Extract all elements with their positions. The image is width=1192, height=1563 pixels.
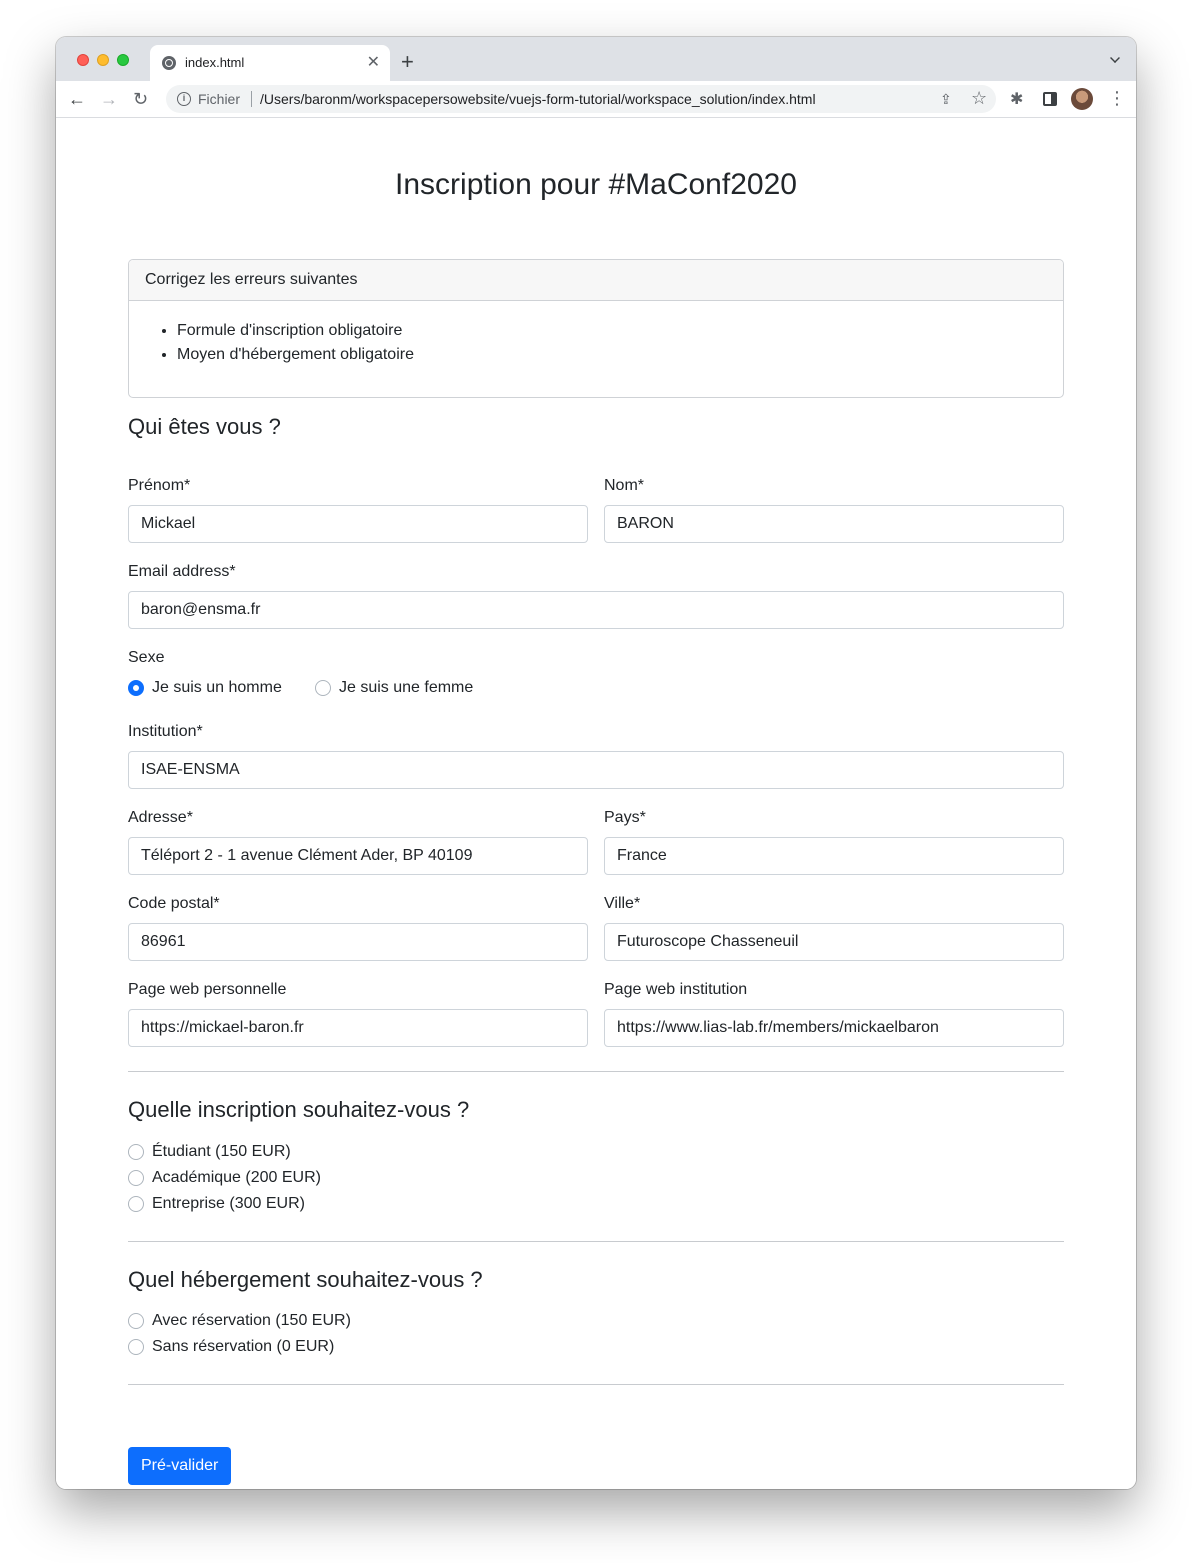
registration-option-company[interactable] bbox=[128, 1195, 305, 1213]
error-item: • Moyen d'hébergement obligatoire bbox=[177, 343, 1047, 367]
pre-validate-button[interactable]: Pré-valider bbox=[128, 1447, 231, 1485]
institution-web-label: Page web institution bbox=[604, 981, 748, 998]
error-item: • Formule d'inscription obligatoire bbox=[177, 319, 1047, 343]
institution-label: Institution* bbox=[128, 723, 203, 740]
browser-tab[interactable] bbox=[150, 45, 390, 81]
extensions-puzzle-icon[interactable]: ✱ bbox=[1010, 91, 1024, 108]
side-panel-icon[interactable] bbox=[1043, 92, 1057, 106]
radio-unchecked-icon[interactable] bbox=[128, 1313, 144, 1329]
globe-icon bbox=[162, 56, 176, 70]
zip-input[interactable] bbox=[128, 923, 588, 961]
radio-checked-icon[interactable] bbox=[128, 680, 144, 696]
address-bar[interactable] bbox=[166, 85, 996, 113]
registration-option-label: Académique (200 EUR) bbox=[152, 1169, 321, 1186]
email-label: Email address* bbox=[128, 563, 236, 580]
bookmark-star-icon[interactable]: ☆ bbox=[971, 88, 988, 108]
sex-label: Sexe bbox=[128, 649, 165, 666]
divider bbox=[128, 1071, 1064, 1072]
identity-section-title: Qui êtes vous ? bbox=[128, 414, 281, 439]
profile-avatar[interactable] bbox=[1071, 88, 1093, 110]
lastname-input[interactable] bbox=[604, 505, 1064, 543]
back-arrow-icon[interactable]: ← bbox=[68, 89, 86, 109]
new-tab-button[interactable]: + bbox=[401, 49, 414, 74]
sex-option-label: Je suis un homme bbox=[152, 679, 282, 696]
tab-bar bbox=[56, 37, 1136, 81]
city-label: Ville* bbox=[604, 895, 641, 912]
country-input[interactable] bbox=[604, 837, 1064, 875]
registration-section-title: Quelle inscription souhaitez-vous ? bbox=[128, 1097, 470, 1122]
forward-arrow-icon[interactable]: → bbox=[100, 89, 118, 109]
country-label: Pays* bbox=[604, 809, 646, 826]
city-input[interactable] bbox=[604, 923, 1064, 961]
error-list bbox=[145, 319, 1047, 367]
share-icon[interactable]: ⇪ bbox=[940, 91, 952, 107]
radio-unchecked-icon[interactable] bbox=[315, 680, 331, 696]
institution-input[interactable] bbox=[128, 751, 1064, 789]
radio-unchecked-icon[interactable] bbox=[128, 1170, 144, 1186]
institution-web-input[interactable] bbox=[604, 1009, 1064, 1047]
accommodation-option-with[interactable] bbox=[128, 1312, 351, 1330]
sex-option-female[interactable] bbox=[315, 679, 473, 697]
divider bbox=[128, 1384, 1064, 1385]
close-window-icon[interactable] bbox=[77, 54, 89, 66]
url-text[interactable]: /Users/baronm/workspacepersowebsite/vuejs-form-tutorial/workspace_solution/index.html bbox=[260, 91, 816, 107]
lastname-label: Nom* bbox=[604, 477, 645, 494]
zip-label: Code postal* bbox=[128, 895, 220, 912]
sex-option-male[interactable] bbox=[128, 679, 282, 697]
error-card-header: Corrigez les erreurs suivantes bbox=[129, 260, 1063, 301]
accommodation-option-label: Avec réservation (150 EUR) bbox=[152, 1312, 351, 1329]
error-card-body bbox=[129, 301, 1063, 385]
divider bbox=[128, 1241, 1064, 1242]
page-content bbox=[56, 118, 1136, 1489]
firstname-input[interactable] bbox=[128, 505, 588, 543]
browser-toolbar bbox=[56, 81, 1136, 118]
firstname-label: Prénom* bbox=[128, 477, 191, 494]
minimize-window-icon[interactable] bbox=[97, 54, 109, 66]
url-scheme-label: Fichier bbox=[198, 91, 241, 107]
radio-unchecked-icon[interactable] bbox=[128, 1196, 144, 1212]
email-input[interactable] bbox=[128, 591, 1064, 629]
personal-web-input[interactable] bbox=[128, 1009, 588, 1047]
address-input[interactable] bbox=[128, 837, 588, 875]
sex-option-label: Je suis une femme bbox=[339, 679, 474, 696]
close-tab-icon[interactable]: ✕ bbox=[366, 54, 380, 71]
maximize-window-icon[interactable] bbox=[117, 54, 129, 66]
page-title: Inscription pour #MaConf2020 bbox=[395, 168, 797, 201]
info-icon[interactable]: i bbox=[177, 92, 191, 106]
tab-title: index.html bbox=[185, 55, 245, 70]
accommodation-option-without[interactable] bbox=[128, 1338, 334, 1356]
accommodation-section-title: Quel hébergement souhaitez-vous ? bbox=[128, 1267, 483, 1292]
registration-option-label: Étudiant (150 EUR) bbox=[152, 1143, 291, 1160]
address-separator bbox=[251, 91, 252, 107]
radio-unchecked-icon[interactable] bbox=[128, 1144, 144, 1160]
error-card bbox=[128, 259, 1064, 398]
browser-window bbox=[56, 37, 1136, 1489]
personal-web-label: Page web personnelle bbox=[128, 981, 287, 998]
radio-unchecked-icon[interactable] bbox=[128, 1339, 144, 1355]
address-label: Adresse* bbox=[128, 809, 193, 826]
accommodation-option-label: Sans réservation (0 EUR) bbox=[152, 1338, 335, 1355]
registration-option-student[interactable] bbox=[128, 1143, 291, 1161]
registration-option-academic[interactable] bbox=[128, 1169, 321, 1187]
chevron-down-icon[interactable] bbox=[1110, 53, 1120, 63]
kebab-menu-icon[interactable]: ⋮ bbox=[1108, 88, 1126, 108]
registration-option-label: Entreprise (300 EUR) bbox=[152, 1195, 305, 1212]
reload-icon[interactable]: ↻ bbox=[133, 89, 149, 109]
